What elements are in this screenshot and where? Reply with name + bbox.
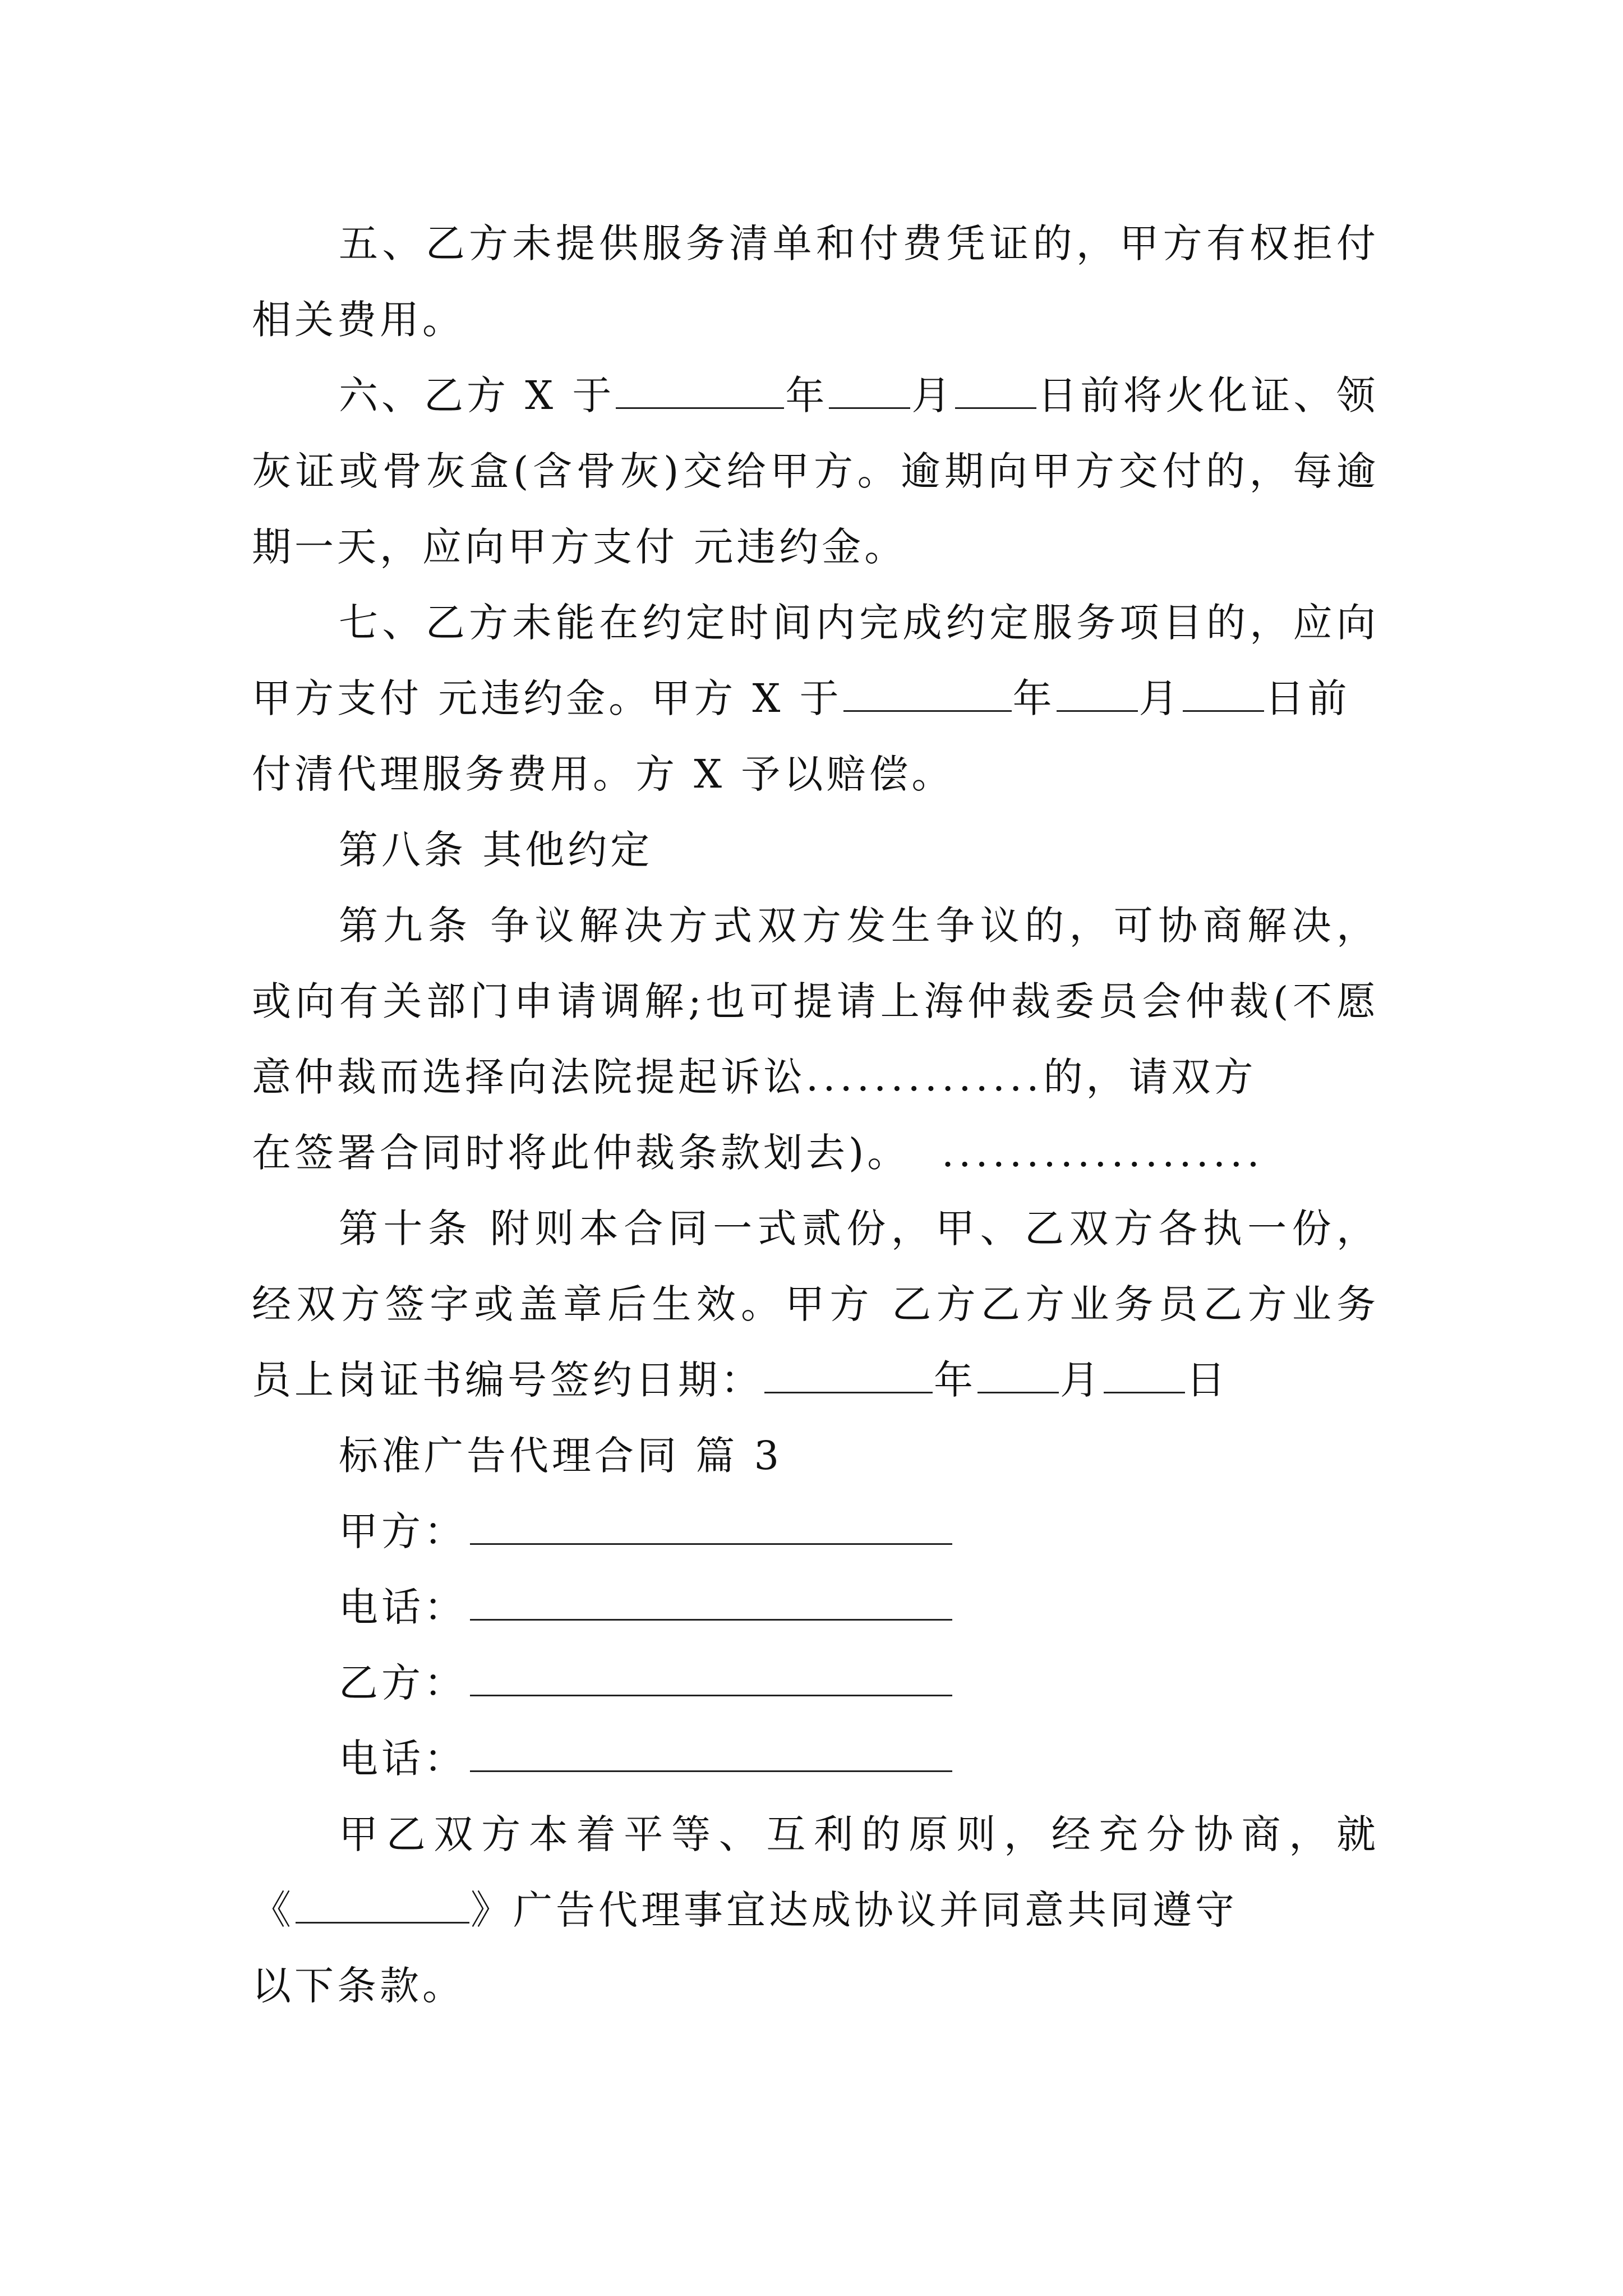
clause-6-line-3: 期一天，应向甲方支付 元违约金。	[252, 524, 907, 570]
article-9-line-1: 第九条 争议解决方式双方发生争议的，可协商解决，	[339, 903, 1379, 949]
clause-6-line-1	[339, 367, 1378, 424]
month-label: 月	[911, 372, 955, 418]
clause-6-text-d: 日前将火化证、领	[1038, 372, 1379, 418]
article-10-line-3	[252, 1352, 1229, 1408]
clause-6-line-2: 灰证或骨灰盒(含骨灰)交给甲方。逾期向甲方交付的，每逾	[252, 448, 1379, 494]
party-b-label: 乙方：	[339, 1660, 467, 1706]
article-9-line-4	[252, 1125, 1264, 1181]
clause-7-text-d: 日前	[1265, 675, 1350, 721]
article-10-line-1: 第十条 附则本合同一式贰份，甲、乙双方各执一份，	[339, 1205, 1379, 1251]
intro-open-quote: 《	[252, 1887, 294, 1933]
clause-5-line-1: 五、乙方未提供服务清单和付费凭证的，甲方有权拒付	[339, 220, 1379, 266]
clause-7-line-1: 七、乙方未能在约定时间内完成约定服务项目的，应向	[339, 600, 1379, 646]
month-label: 月	[1138, 675, 1182, 721]
clause-6-text-a: 六、乙方 X 于	[339, 372, 615, 418]
party-b-field	[470, 1660, 952, 1696]
day-label: 日	[1186, 1357, 1229, 1403]
article-9-text-b: 的，请双方	[1043, 1054, 1257, 1100]
dot-leader: ...................	[941, 1130, 1264, 1176]
party-a-phone-label: 电话：	[339, 1584, 467, 1630]
clause-5-line-2: 相关费用。	[252, 297, 465, 343]
article-9-text-c: 在签署合同时将此仲裁条款划去)。	[252, 1130, 910, 1176]
clause-7-line-3: 付清代理服务费用。方 X 予以赔偿。	[252, 751, 955, 797]
article-8: 第八条 其他约定	[339, 827, 653, 873]
article-9-text-a: 意仲裁而选择向法院提起诉讼	[252, 1054, 806, 1100]
party-b-phone-label: 电话：	[339, 1736, 467, 1782]
day-blank	[1183, 675, 1264, 712]
article-10-text-a: 员上岗证书编号签约日期：	[252, 1357, 763, 1403]
intro-line-2	[252, 1882, 1238, 1938]
article-10-line-2: 经双方签字或盖章后生效。甲方 乙方乙方业务员乙方业务	[252, 1281, 1379, 1327]
party-a-phone-field	[470, 1584, 952, 1621]
year-label: 年	[934, 1357, 976, 1403]
month-blank	[829, 372, 910, 409]
article-9-line-3	[252, 1049, 1257, 1105]
intro-line-3: 以下条款。	[252, 1963, 465, 2009]
party-b-phone-row	[339, 1731, 952, 1787]
party-a-field	[470, 1508, 952, 1545]
year-blank	[616, 372, 784, 409]
day-blank	[955, 372, 1036, 409]
year-label: 年	[785, 372, 828, 418]
party-b-row	[339, 1655, 952, 1711]
article-9-line-2: 或向有关部门申请调解;也可提请上海仲裁委员会仲裁(不愿	[252, 978, 1379, 1024]
intro-text-b: 》广告代理事宜达成协议并同意共同遵守	[471, 1887, 1238, 1933]
contract-3-title: 标准广告代理合同 篇 3	[339, 1433, 783, 1479]
party-a-row	[339, 1503, 952, 1559]
party-a-label: 甲方：	[339, 1508, 467, 1554]
title-blank	[296, 1887, 469, 1924]
month-blank	[978, 1357, 1059, 1393]
party-b-phone-field	[470, 1736, 952, 1772]
intro-line-1: 甲乙双方本着平等、互利的原则，经充分协商，就	[339, 1811, 1379, 1857]
year-blank	[843, 675, 1012, 712]
clause-7-line-2	[252, 670, 1350, 726]
year-blank	[764, 1357, 933, 1393]
party-a-phone-row	[339, 1579, 952, 1635]
day-blank	[1104, 1357, 1185, 1393]
year-label: 年	[1012, 675, 1055, 721]
month-label: 月	[1060, 1357, 1103, 1403]
month-blank	[1057, 675, 1138, 712]
dot-leader: ..............	[806, 1054, 1044, 1100]
clause-7-text-a: 甲方支付 元违约金。甲方 X 于	[252, 675, 842, 721]
